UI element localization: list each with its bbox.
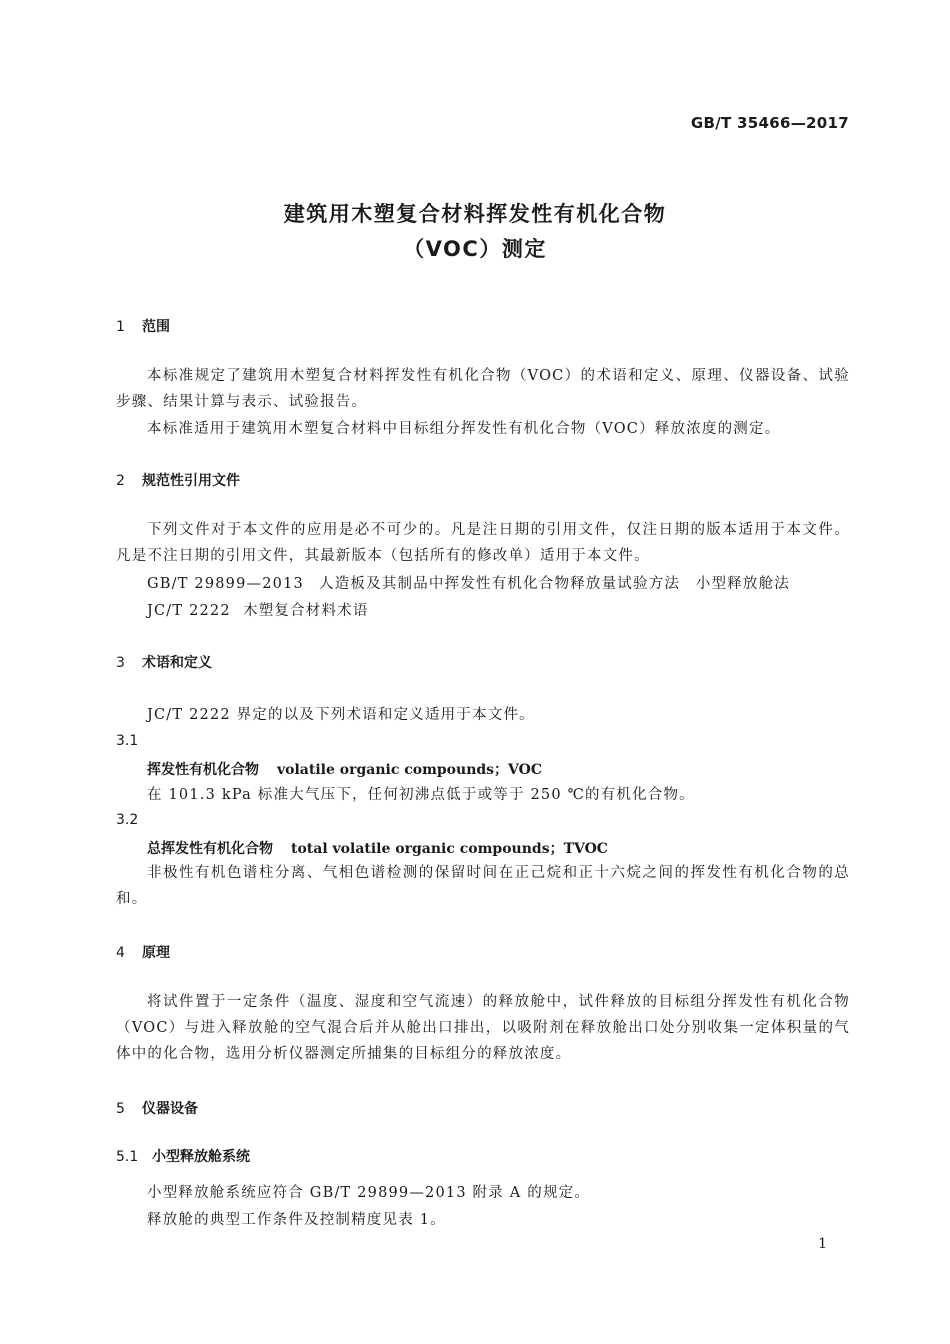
section-number: 3	[116, 655, 125, 671]
normative-reference-2	[147, 598, 369, 624]
section1-paragraph-2: 本标准适用于建筑用木塑复合材料中目标组分挥发性有机化合物（VOC）释放浓度的测定。	[147, 421, 781, 437]
section5-1-paragraph-1: 小型释放舱系统应符合 GB/T 29899—2013 附录 A 的规定。	[147, 1185, 591, 1201]
section-heading-2	[116, 470, 240, 490]
term-english: volatile organic compounds；VOC	[277, 762, 543, 778]
section-title: 范围	[142, 319, 170, 335]
section5-1-paragraph-2: 释放舱的典型工作条件及控制精度见表 1。	[147, 1212, 446, 1228]
section-heading-3	[116, 652, 212, 672]
reference-code: JC/T 2222	[147, 603, 231, 619]
section-number: 5	[116, 1101, 125, 1117]
term-number-3-2: 3.2	[116, 812, 139, 828]
section-title: 术语和定义	[142, 655, 212, 671]
subsection-number: 5.1	[116, 1149, 139, 1165]
section-number: 1	[116, 319, 125, 335]
normative-reference-1	[147, 571, 790, 597]
section4-paragraph-1: 将试件置于一定条件（温度、湿度和空气流速）的释放舱中，试件释放的目标组分挥发性有机化合物（VOC）与进入释放舱的空气混合后并从舱出口排出，以吸附剂在释放舱出口处分别收集一定体积量的气体中的化合物，选用分析仪器测定所捕集的目标组分的释放浓度。	[116, 994, 850, 1062]
section3-intro: JC/T 2222 界定的以及下列术语和定义适用于本文件。	[147, 707, 535, 723]
document-title-line1: 建筑用木塑复合材料挥发性有机化合物	[283, 202, 667, 226]
term-number-3-1: 3.1	[116, 733, 139, 749]
page-number: 1	[818, 1236, 827, 1252]
section-heading-4	[116, 942, 170, 962]
reference-title: 木塑复合材料术语	[243, 603, 369, 619]
reference-title: 人造板及其制品中挥发性有机化合物释放量试验方法 小型释放舱法	[319, 576, 790, 592]
term-chinese: 总挥发性有机化合物	[147, 841, 273, 857]
reference-code: GB/T 29899—2013	[147, 576, 304, 592]
section1-paragraph-1: 本标准规定了建筑用木塑复合材料挥发性有机化合物（VOC）的术语和定义、原理、仪器设备、试验步骤、结果计算与表示、试验报告。	[116, 368, 850, 410]
section-title: 仪器设备	[142, 1101, 198, 1117]
term-3-2	[147, 838, 608, 858]
section-number: 4	[116, 945, 125, 961]
term-chinese: 挥发性有机化合物	[147, 762, 259, 778]
section-title: 规范性引用文件	[142, 473, 240, 489]
section2-paragraph-1: 下列文件对于本文件的应用是必不可少的。凡是注日期的引用文件，仅注日期的版本适用于本文件。凡是不注日期的引用文件，其最新版本（包括所有的修改单）适用于本文件。	[116, 522, 850, 564]
term-english: total volatile organic compounds；TVOC	[291, 841, 608, 857]
standard-number: GB/T 35466—2017	[690, 114, 849, 132]
subsection-title: 小型释放舱系统	[152, 1149, 250, 1165]
section-heading-1	[116, 316, 170, 336]
document-title-line2: （VOC）测定	[403, 237, 547, 261]
term-3-2-definition: 非极性有机色谱柱分离、气相色谱检测的保留时间在正己烷和正十六烷之间的挥发性有机化合物的总和。	[116, 865, 850, 907]
section-heading-5	[116, 1098, 198, 1118]
subsection-heading-5-1	[116, 1146, 250, 1166]
term-3-1-definition: 在 101.3 kPa 标准大气压下，任何初沸点低于或等于 250 ℃的有机化合物。	[147, 787, 695, 803]
section-number: 2	[116, 473, 125, 489]
term-3-1	[147, 759, 542, 779]
section-title: 原理	[142, 945, 170, 961]
